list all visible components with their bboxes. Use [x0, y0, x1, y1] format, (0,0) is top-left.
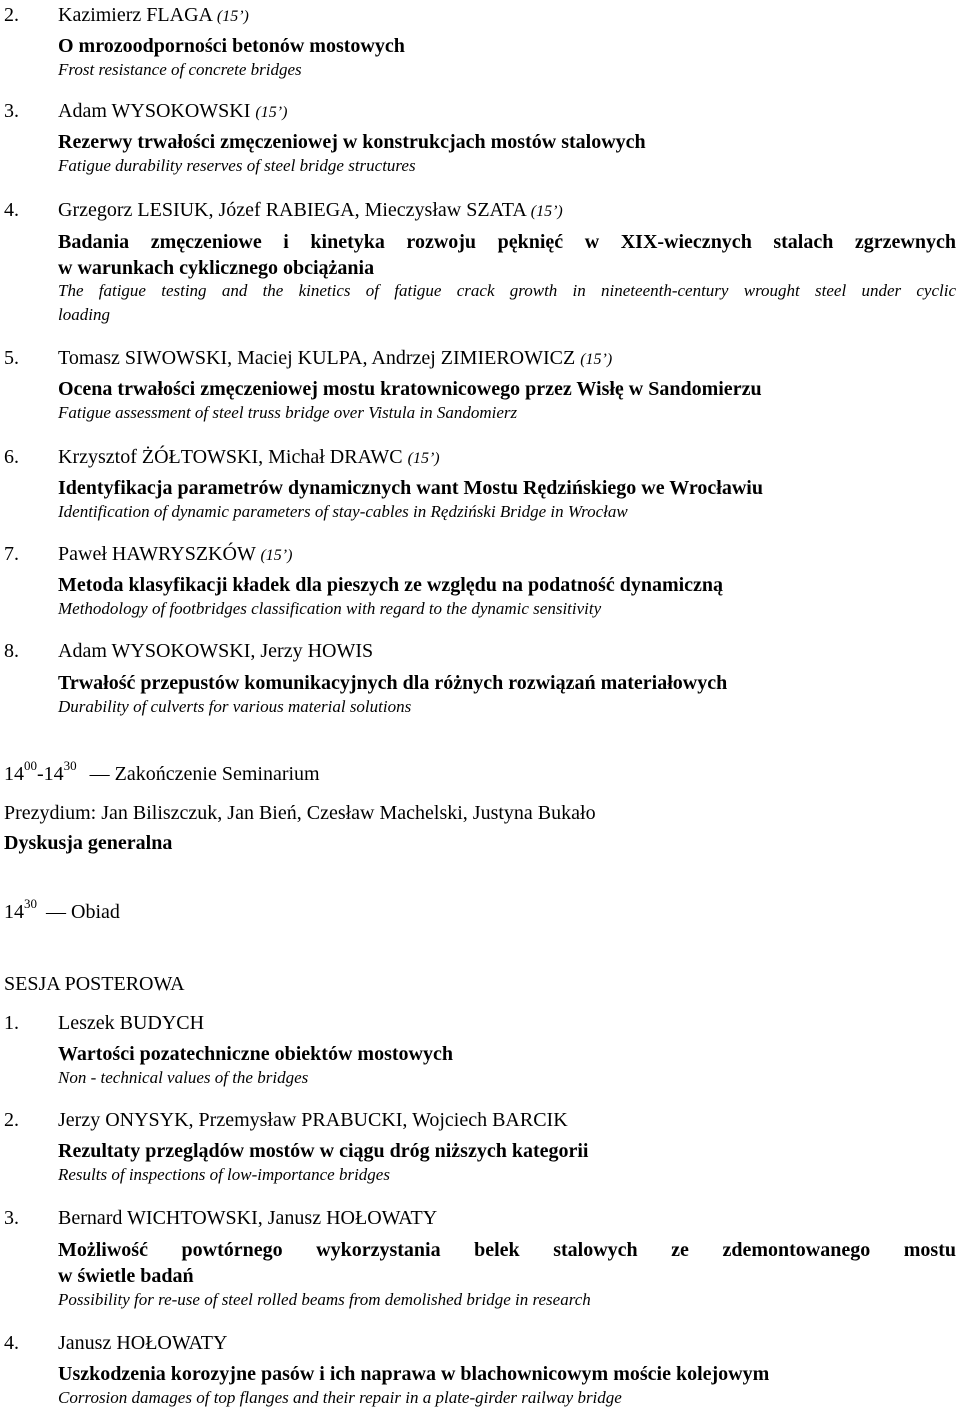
poster-title-pl: Wartości pozatechniczne obiektów mostowych	[58, 1043, 453, 1065]
talk-duration: (15’)	[260, 547, 293, 564]
poster-authors: Janusz HOŁOWATY	[58, 1332, 228, 1354]
talk-title-en: Fatigue durability reserves of steel bridge structures	[58, 156, 416, 175]
talk-title-pl: Rezerwy trwałości zmęczeniowej w konstrukcjach mostów stalowych	[58, 131, 646, 153]
talk-title-en-line1: The fatigue testing and the kinetics of fatigue crack growth in nineteenth-century wrought steel under cyclic	[58, 281, 956, 300]
talk-number: 8.	[4, 640, 19, 662]
talk-authors: Grzegorz LESIUK, Józef RABIEGA, Mieczysław SZATA	[58, 199, 526, 221]
talk-title-pl-line2: w warunkach cyklicznego obciążania	[58, 257, 375, 279]
poster-title-pl: Uszkodzenia korozyjne pasów i ich naprawa w blachownicowym moście kolejowym	[58, 1363, 770, 1385]
talk-title-en: Identification of dynamic parameters of stay-cables in Rędziński Bridge in Wrocław	[58, 502, 628, 521]
poster-title-pl-line2: w świetle badań	[58, 1265, 194, 1287]
talk-title-en: Fatigue assessment of steel truss bridge over Vistula in Sandomierz	[58, 403, 518, 422]
poster-title-pl: Rezultaty przeglądów mostów w ciągu dróg niższych kategorii	[58, 1140, 589, 1162]
talk-title-pl: Trwałość przepustów komunikacyjnych dla różnych rozwiązań materiałowych	[58, 672, 728, 694]
talk-authors-line	[58, 3, 249, 29]
lunch-time-line	[4, 896, 120, 924]
talk-number: 2.	[4, 4, 19, 26]
lunch-label: Obiad	[71, 901, 120, 923]
poster-title-en: Possibility for re-use of steel rolled beams from demolished bridge in research	[58, 1290, 591, 1309]
talk-number: 7.	[4, 543, 19, 565]
talk-authors: Paweł HAWRYSZKÓW	[58, 543, 256, 565]
talk-authors-line	[58, 445, 440, 471]
closing-min-end: 30	[63, 758, 77, 774]
talk-title-pl: Identyfikacja parametrów dynamicznych want Mostu Rędzińskiego we Wrocławiu	[58, 477, 763, 499]
closing-hour-start: 14	[4, 763, 24, 785]
talk-title-pl-line1: Badania zmęczeniowe i kinetyka rozwoju pęknięć w XIX-wiecznych stalach zgrzewnych	[58, 231, 956, 253]
poster-authors: Leszek BUDYCH	[58, 1012, 205, 1034]
talk-authors: Krzysztof ŻÓŁTOWSKI, Michał DRAWC	[58, 446, 403, 468]
talk-authors-line	[58, 346, 612, 372]
talk-number: 6.	[4, 446, 19, 468]
lunch-hour: 14	[4, 901, 24, 923]
talk-number: 3.	[4, 100, 19, 122]
lunch-min: 30	[24, 896, 37, 912]
talk-authors-line	[58, 99, 287, 125]
talk-title-en: Methodology of footbridges classification with regard to the dynamic sensitivity	[58, 599, 602, 618]
poster-authors: Bernard WICHTOWSKI, Janusz HOŁOWATY	[58, 1207, 438, 1229]
poster-session-heading: SESJA POSTEROWA	[4, 973, 185, 995]
talk-duration: (15’)	[216, 8, 249, 25]
poster-authors: Jerzy ONYSYK, Przemysław PRABUCKI, Wojciech BARCIK	[58, 1109, 568, 1131]
talk-authors: Adam WYSOKOWSKI, Jerzy HOWIS	[58, 640, 374, 662]
discussion-heading: Dyskusja generalna	[4, 832, 173, 854]
talk-authors-line	[58, 542, 292, 568]
poster-title-pl-line1: Możliwość powtórnego wykorzystania belek stalowych ze zdemontowanego mostu	[58, 1239, 956, 1261]
poster-title-en: Results of inspections of low-importance bridges	[58, 1165, 390, 1184]
talk-authors: Adam WYSOKOWSKI	[58, 100, 251, 122]
talk-title-en: Durability of culverts for various material solutions	[58, 697, 412, 716]
talk-authors-line	[58, 198, 563, 224]
talk-number: 5.	[4, 347, 19, 369]
closing-min-start: 00	[24, 758, 37, 774]
poster-number: 4.	[4, 1332, 19, 1354]
talk-authors-line	[58, 639, 373, 663]
dash-icon: —	[89, 763, 110, 785]
talk-duration: (15’)	[255, 104, 288, 121]
talk-duration: (15’)	[580, 351, 613, 368]
talk-authors: Tomasz SIWOWSKI, Maciej KULPA, Andrzej ZIMIEROWICZ	[58, 347, 576, 369]
talk-authors: Kazimierz FLAGA	[58, 4, 212, 26]
poster-title-en: Non - technical values of the bridges	[58, 1068, 309, 1087]
poster-number: 1.	[4, 1012, 19, 1034]
presidium-line: Prezydium: Jan Biliszczuk, Jan Bień, Czesław Machelski, Justyna Bukało	[4, 802, 596, 824]
poster-number: 3.	[4, 1207, 19, 1229]
dash-icon: —	[46, 901, 66, 923]
closing-separator: -	[37, 763, 44, 785]
talk-number: 4.	[4, 199, 19, 221]
talk-title-pl: Ocena trwałości zmęczeniowej mostu kratownicowego przez Wisłę w Sandomierzu	[58, 378, 762, 400]
closing-hour-end: 14	[43, 763, 64, 785]
talk-title-en-line2: loading	[58, 305, 110, 324]
closing-label: Zakończenie Seminarium	[114, 763, 320, 785]
talk-duration: (15’)	[407, 450, 440, 467]
talk-title-pl: Metoda klasyfikacji kładek dla pieszych ze względu na podatność dynamiczną	[58, 574, 724, 596]
poster-title-en: Corrosion damages of top flanges and their repair in a plate-girder railway bridge	[58, 1388, 622, 1407]
talk-title-en: Frost resistance of concrete bridges	[58, 60, 302, 79]
talk-duration: (15’)	[530, 203, 563, 220]
closing-time-line	[4, 758, 320, 786]
poster-number: 2.	[4, 1109, 19, 1131]
talk-title-pl: O mrozoodporności betonów mostowych	[58, 35, 405, 57]
